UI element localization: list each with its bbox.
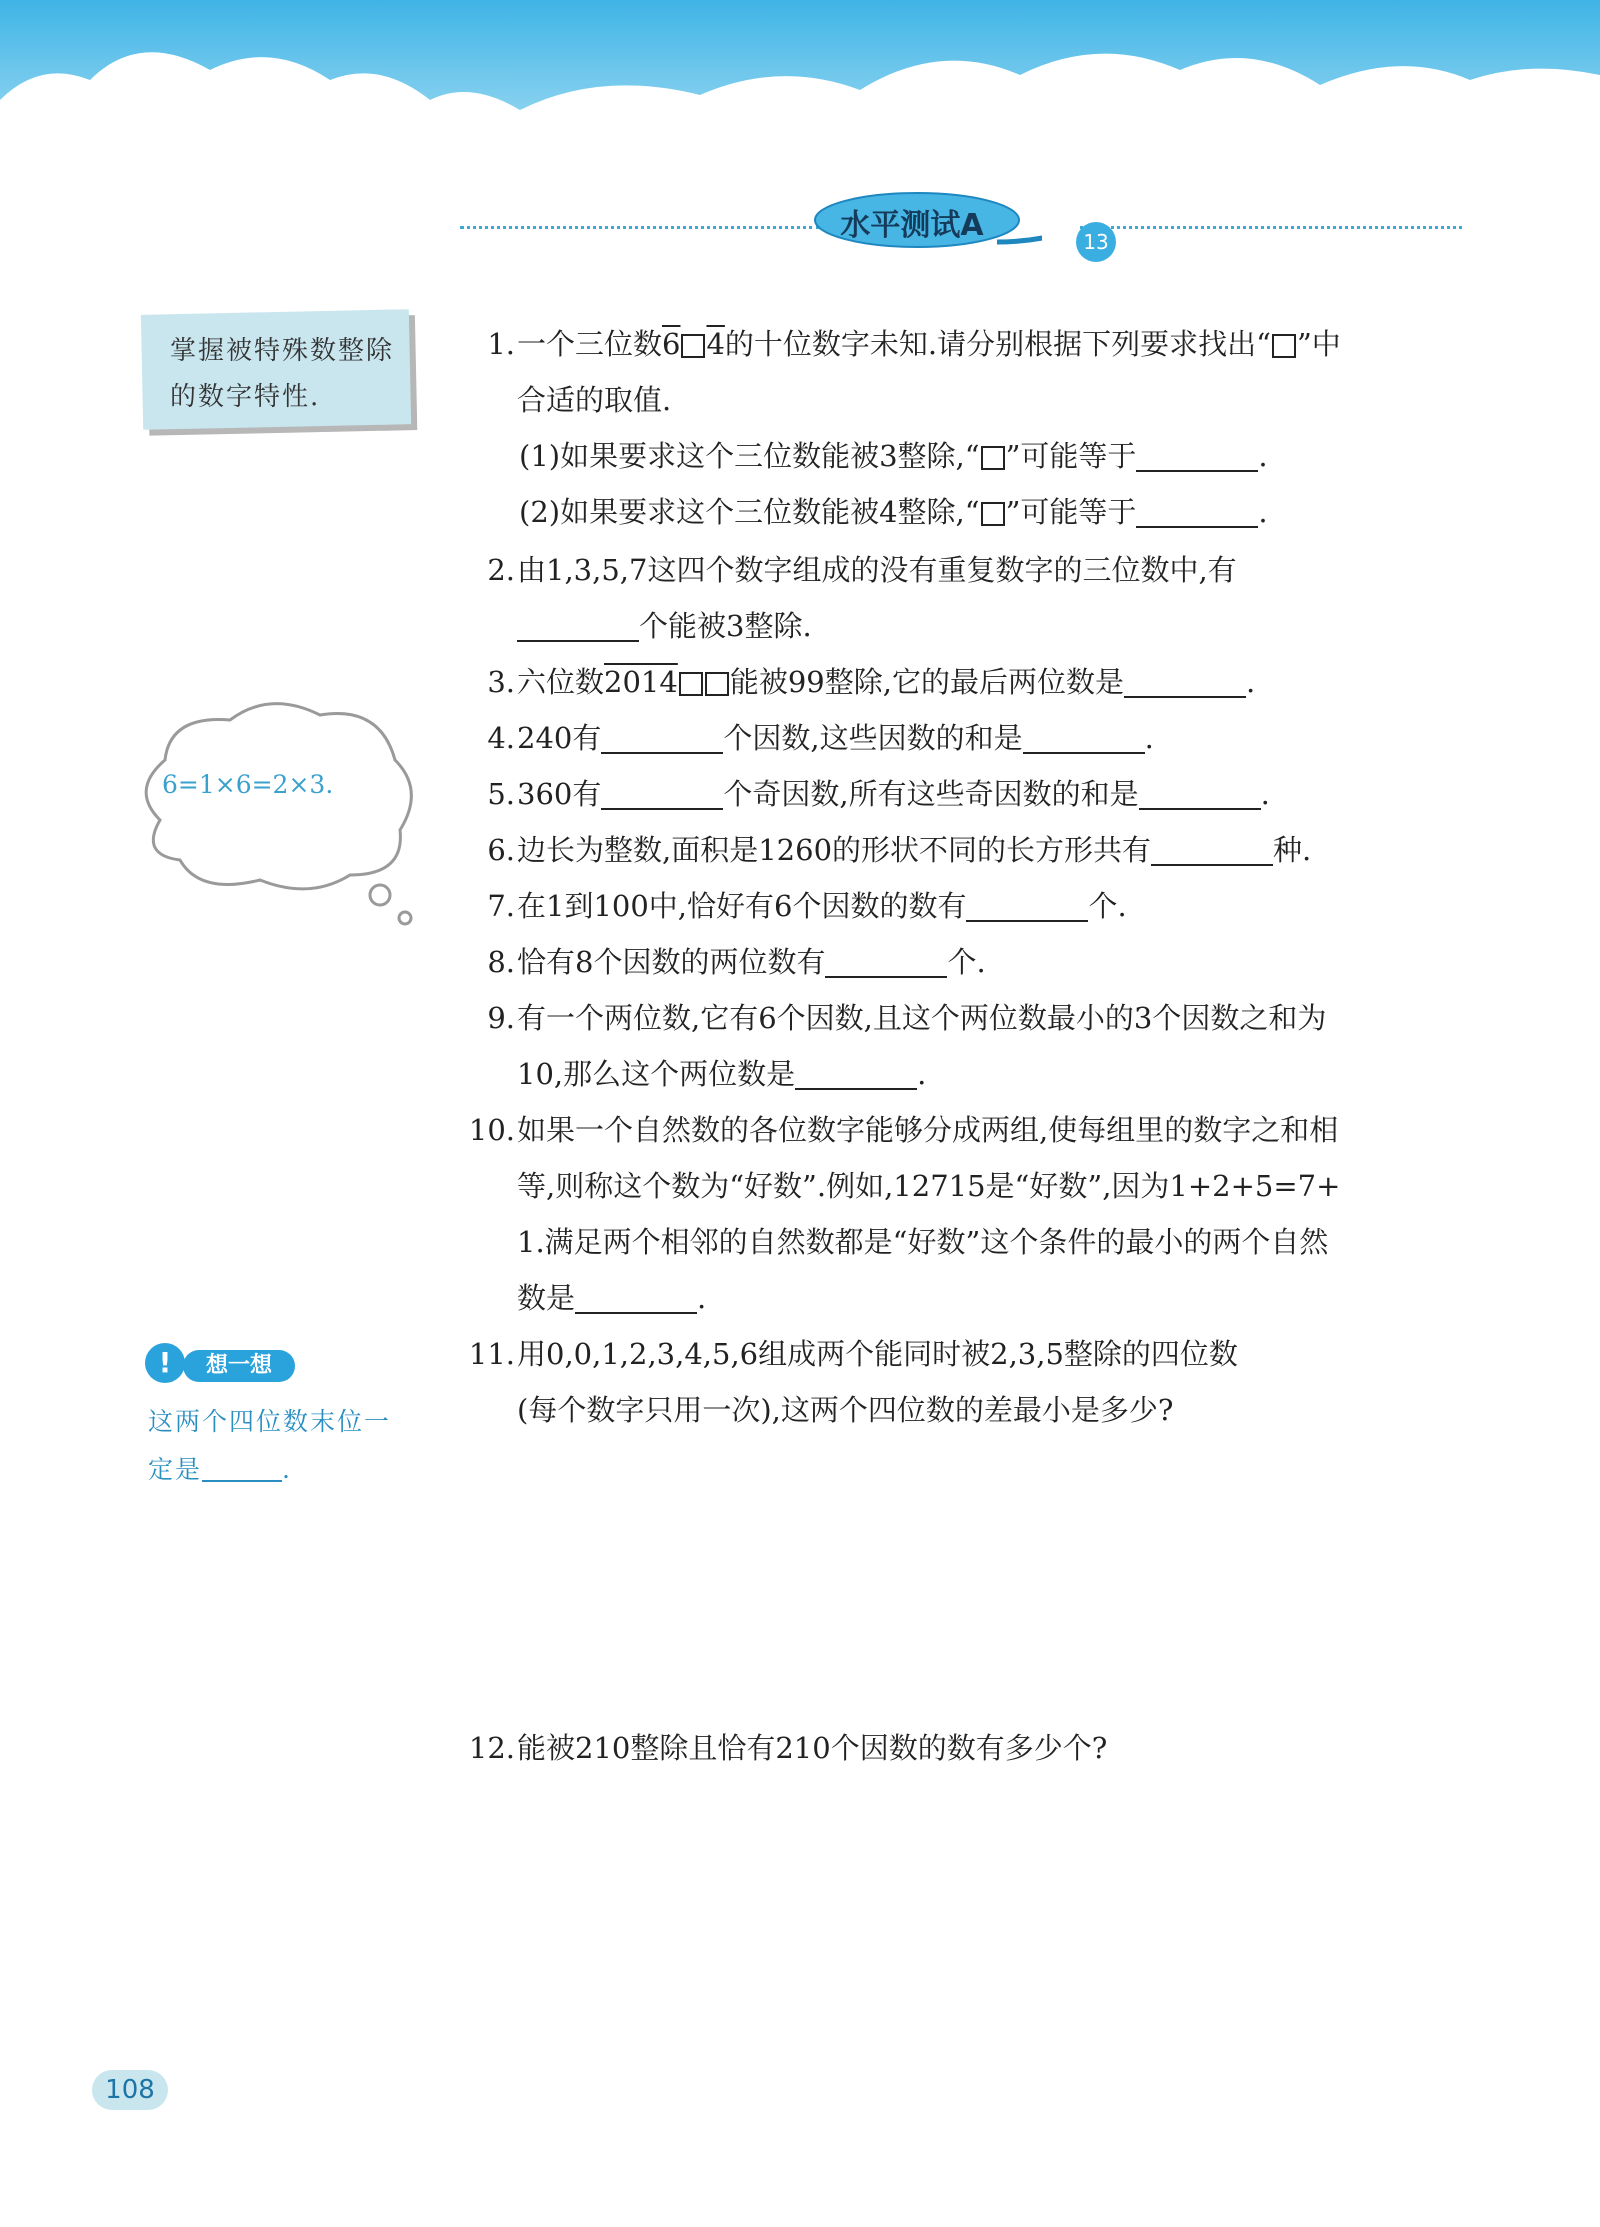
text-fragment: .: [1258, 439, 1268, 473]
blank-square: [679, 672, 703, 696]
answer-blank[interactable]: [601, 778, 723, 810]
page-title: 水平测试A: [840, 208, 984, 243]
think-hint-text: [148, 1398, 418, 1494]
text-fragment: 个奇因数,所有这些奇因数的和是: [723, 777, 1139, 811]
think-hint-line-1: 这两个四位数末位一: [148, 1407, 392, 1436]
answer-blank[interactable]: [1151, 834, 1273, 866]
text-fragment: .: [1245, 665, 1256, 699]
question-number: 2.: [487, 553, 515, 587]
question-2-line-2: [517, 598, 1467, 654]
digits: 2014: [604, 665, 678, 699]
question-1-line-2: 合适的取值.: [517, 383, 672, 417]
question-number: 11.: [468, 1337, 515, 1371]
text-fragment: ”可能等于: [1005, 439, 1137, 473]
question-12-line-1: 能被210整除且恰有210个因数的数有多少个?: [517, 1731, 1108, 1765]
question-9-line-2: [517, 1046, 1467, 1102]
text-fragment: 能被99整除,它的最后两位数是: [729, 665, 1124, 699]
text-fragment: 恰有8个因数的两位数有: [517, 945, 826, 979]
think-label: 想一想: [183, 1350, 295, 1382]
question-10-line-3: 1.满足两个相邻的自然数都是“好数”这个条件的最小的两个自然: [517, 1225, 1329, 1259]
text-fragment: (2)如果要求这个三位数能被4整除,“: [519, 495, 980, 529]
text-fragment: 个能被3整除.: [639, 609, 812, 643]
question-9-line-1: 有一个两位数,它有6个因数,且这个两位数最小的3个因数之和为: [517, 1001, 1327, 1035]
question-10-line-1: 如果一个自然数的各位数字能够分成两组,使每组里的数字之和相: [517, 1113, 1339, 1147]
question-number: 8.: [487, 945, 515, 979]
blank-square: [1272, 334, 1296, 358]
text-fragment: 在1到100中,恰好有6个因数的数有: [517, 889, 967, 923]
text-fragment: 边长为整数,面积是1260的形状不同的长方形共有: [517, 833, 1152, 867]
cloud-formula: 6=1×6=2×3.: [162, 770, 334, 799]
answer-blank[interactable]: [1124, 666, 1246, 698]
answer-blank[interactable]: [825, 946, 947, 978]
tip-note-text: 掌握被特殊数整除的数字特性.: [170, 336, 395, 412]
text-fragment: (1)如果要求这个三位数能被3整除,“: [519, 439, 980, 473]
exclamation-icon: !: [145, 1343, 185, 1383]
think-hint-end: .: [282, 1455, 292, 1484]
question-11-line-2: (每个数字只用一次),这两个四位数的差最小是多少?: [517, 1393, 1174, 1427]
answer-blank[interactable]: [1136, 496, 1258, 528]
question-number: 12.: [468, 1731, 515, 1765]
text-fragment: ”中: [1296, 327, 1341, 361]
answer-blank[interactable]: [1023, 722, 1145, 754]
answer-blank[interactable]: [575, 1282, 697, 1314]
answer-blank[interactable]: [601, 722, 723, 754]
question-number: 3.: [487, 665, 515, 699]
text-fragment: 个.: [1088, 889, 1127, 923]
blank-square: [981, 446, 1005, 470]
title-dotted-line-left: [460, 226, 820, 229]
answer-blank[interactable]: [966, 890, 1088, 922]
question-11-line-1: 用0,0,1,2,3,4,5,6组成两个能同时被2,3,5整除的四位数: [517, 1337, 1238, 1371]
thought-cloud: [120, 690, 430, 940]
question-10-line-4: [517, 1270, 1467, 1326]
blank-square: [981, 502, 1005, 526]
answer-blank[interactable]: [1139, 778, 1261, 810]
question-1-sub-1: [519, 428, 1467, 484]
chapter-number-badge: 13: [1076, 222, 1116, 262]
text-fragment: .: [917, 1057, 927, 1091]
text-fragment: 个因数,这些因数的和是: [723, 721, 1023, 755]
sky-header-decoration: [0, 0, 1600, 160]
six-digit-number: [604, 665, 730, 699]
digit: 4: [706, 327, 725, 361]
question-2-line-1: 由1,3,5,7这四个数字组成的没有重复数字的三位数中,有: [517, 553, 1237, 587]
digit: 6: [662, 327, 681, 361]
text-fragment: 一个三位数: [517, 327, 663, 361]
page-number: 108: [92, 2070, 168, 2110]
text-fragment: .: [1258, 495, 1268, 529]
question-number: 5.: [487, 777, 515, 811]
text-fragment: .: [697, 1281, 707, 1315]
blank-square: [681, 334, 705, 358]
think-hint-line-2: 定是: [148, 1455, 203, 1484]
question-number: 6.: [487, 833, 515, 867]
text-fragment: 360有: [517, 777, 602, 811]
question-10-line-2: 等,则称这个数为“好数”.例如,12715是“好数”,因为1+2+5=7+: [517, 1169, 1341, 1203]
text-fragment: 六位数: [517, 665, 605, 699]
text-fragment: 个.: [947, 945, 986, 979]
text-fragment: 数是: [517, 1281, 576, 1315]
question-number: 9.: [487, 1001, 515, 1035]
text-fragment: 10,那么这个两位数是: [517, 1057, 796, 1091]
question-1-line-1: [517, 316, 1467, 372]
answer-blank[interactable]: [517, 610, 639, 642]
question-number: 10.: [468, 1113, 515, 1147]
question-number: 4.: [487, 721, 515, 755]
question-number: 1.: [487, 327, 515, 361]
question-number: 7.: [487, 889, 515, 923]
title-dotted-line-right: [1080, 226, 1462, 229]
question-1-sub-2: [519, 484, 1467, 540]
three-digit-number: [662, 327, 725, 361]
answer-blank[interactable]: [202, 1456, 282, 1482]
answer-blank[interactable]: [1136, 440, 1258, 472]
blank-square: [705, 672, 729, 696]
text-fragment: 240有: [517, 721, 602, 755]
text-fragment: .: [1260, 777, 1270, 811]
answer-blank[interactable]: [795, 1058, 917, 1090]
text-fragment: 的十位数字未知.请分别根据下列要求找出“: [724, 327, 1271, 361]
text-fragment: ”可能等于: [1005, 495, 1137, 529]
text-fragment: 种.: [1273, 833, 1312, 867]
text-fragment: .: [1144, 721, 1154, 755]
